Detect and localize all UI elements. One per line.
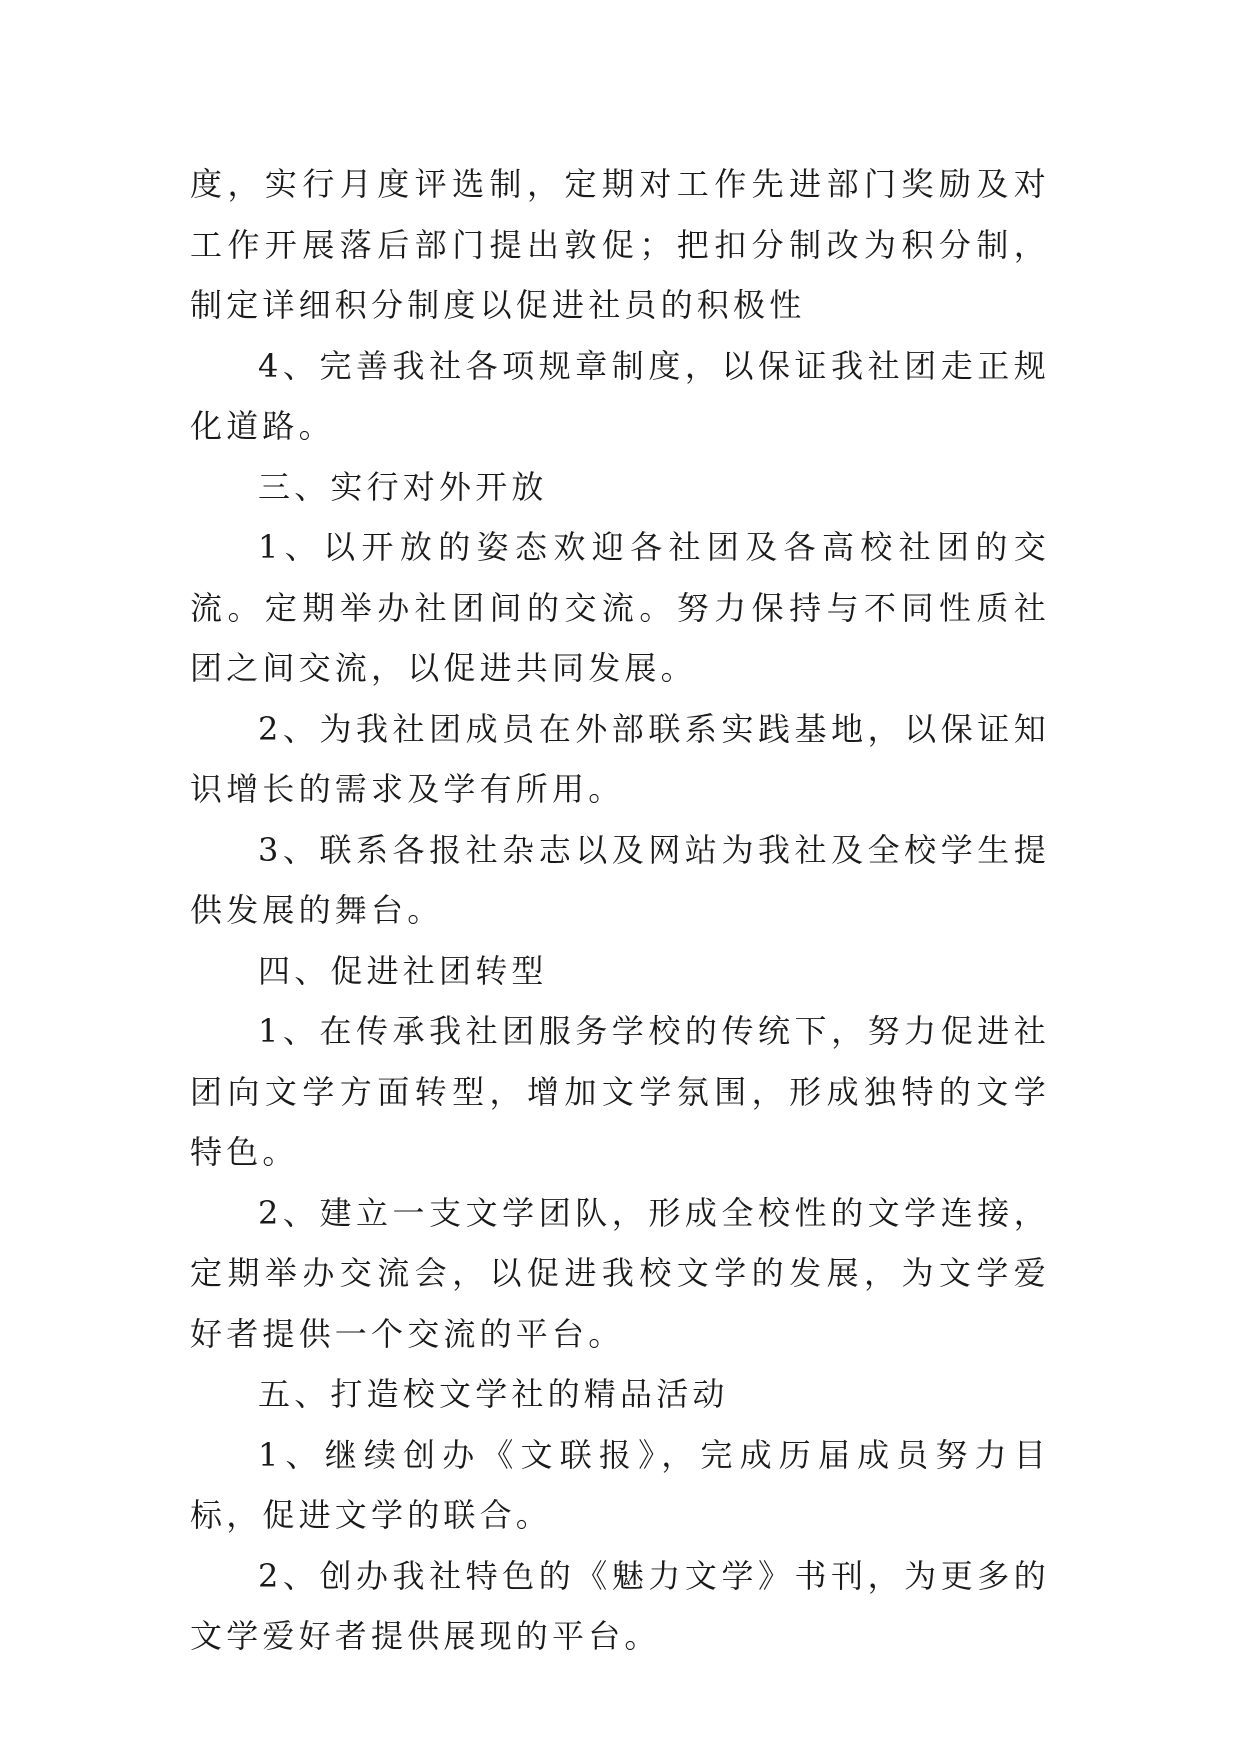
section-heading-5: 五、打造校文学社的精品活动 bbox=[258, 1375, 729, 1413]
paragraph-item-4: 4、完善我社各项规章制度，以保证我社团走正规化道路。 bbox=[190, 346, 1050, 445]
paragraph-item-2: 2、建立一支文学团队，形成全校性的文学连接，定期举办交流会，以促进我校文学的发展，为文学爱好者提供一个交流的平台。 bbox=[190, 1193, 1050, 1353]
paragraph-item-1: 1、在传承我社团服务学校的传统下，努力促进社团向文学方面转型，增加文学氛围，形成独特的文学特色。 bbox=[190, 1012, 1050, 1171]
section-heading-4: 四、促进社团转型 bbox=[258, 951, 548, 990]
paragraph-continuation: 度，实行月度评选制，定期对工作先进部门奖励及对工作开展落后部门提出敦促；把扣分制改为积分制，制定详细积分制度以促进社员的积极性 bbox=[190, 165, 1050, 324]
paragraph-item-1: 1、以开放的姿态欢迎各社团及各高校社团的交流。定期举办社团间的交流。努力保持与不同性质社团之间交流，以促进共同发展。 bbox=[190, 528, 1050, 687]
paragraph-item-2: 2、创办我社特色的《魅力文学》书刊，为更多的文学爱好者提供展现的平台。 bbox=[190, 1556, 1050, 1655]
paragraph-item-2: 2、为我社团成员在外部联系实践基地，以保证知识增长的需求及学有所用。 bbox=[190, 709, 1050, 808]
section-heading-3: 三、实行对外开放 bbox=[258, 467, 548, 506]
document-body bbox=[190, 154, 1050, 1667]
paragraph-item-1: 1、继续创办《文联报》，完成历届成员努力目标，促进文学的联合。 bbox=[190, 1435, 1050, 1534]
paragraph-item-3: 3、联系各报社杂志以及网站为我社及全校学生提供发展的舞台。 bbox=[190, 830, 1050, 929]
